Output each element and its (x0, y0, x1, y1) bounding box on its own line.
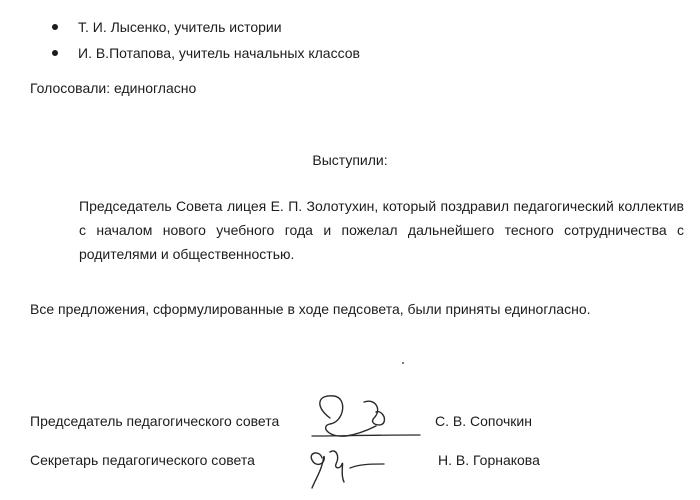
voting-result: Голосовали: единогласно (30, 80, 197, 96)
attendee-list-item (52, 17, 282, 37)
attendee-list-item (52, 43, 360, 63)
bullet-icon (52, 24, 58, 30)
attendee-text: Т. И. Лысенко, учитель истории (78, 19, 282, 35)
chair-name: С. В. Сопочкин (435, 413, 532, 429)
speakers-heading: Выступили: (312, 152, 388, 168)
secretary-name: Н. В. Горнакова (438, 452, 540, 468)
speech-paragraph: Председатель Совета лицея Е. П. Золотухин, который поздравил педагогический коллектив с началом нового учебного года и пожелал дальнейшего тесного сотрудничества с родителями и общественностью. (79, 198, 684, 262)
decision-paragraph: Все предложения, сформулированные в ходе педсовета, были приняты единогласно. (30, 301, 591, 317)
chair-role: Председатель педагогического совета (30, 413, 280, 429)
attendee-text: И. В.Потапова, учитель начальных классов (78, 45, 360, 61)
bullet-icon (52, 50, 58, 56)
scan-speck (402, 362, 404, 364)
secretary-role: Секретарь педагогического совета (30, 452, 255, 468)
secretary-signature-icon (300, 430, 390, 492)
